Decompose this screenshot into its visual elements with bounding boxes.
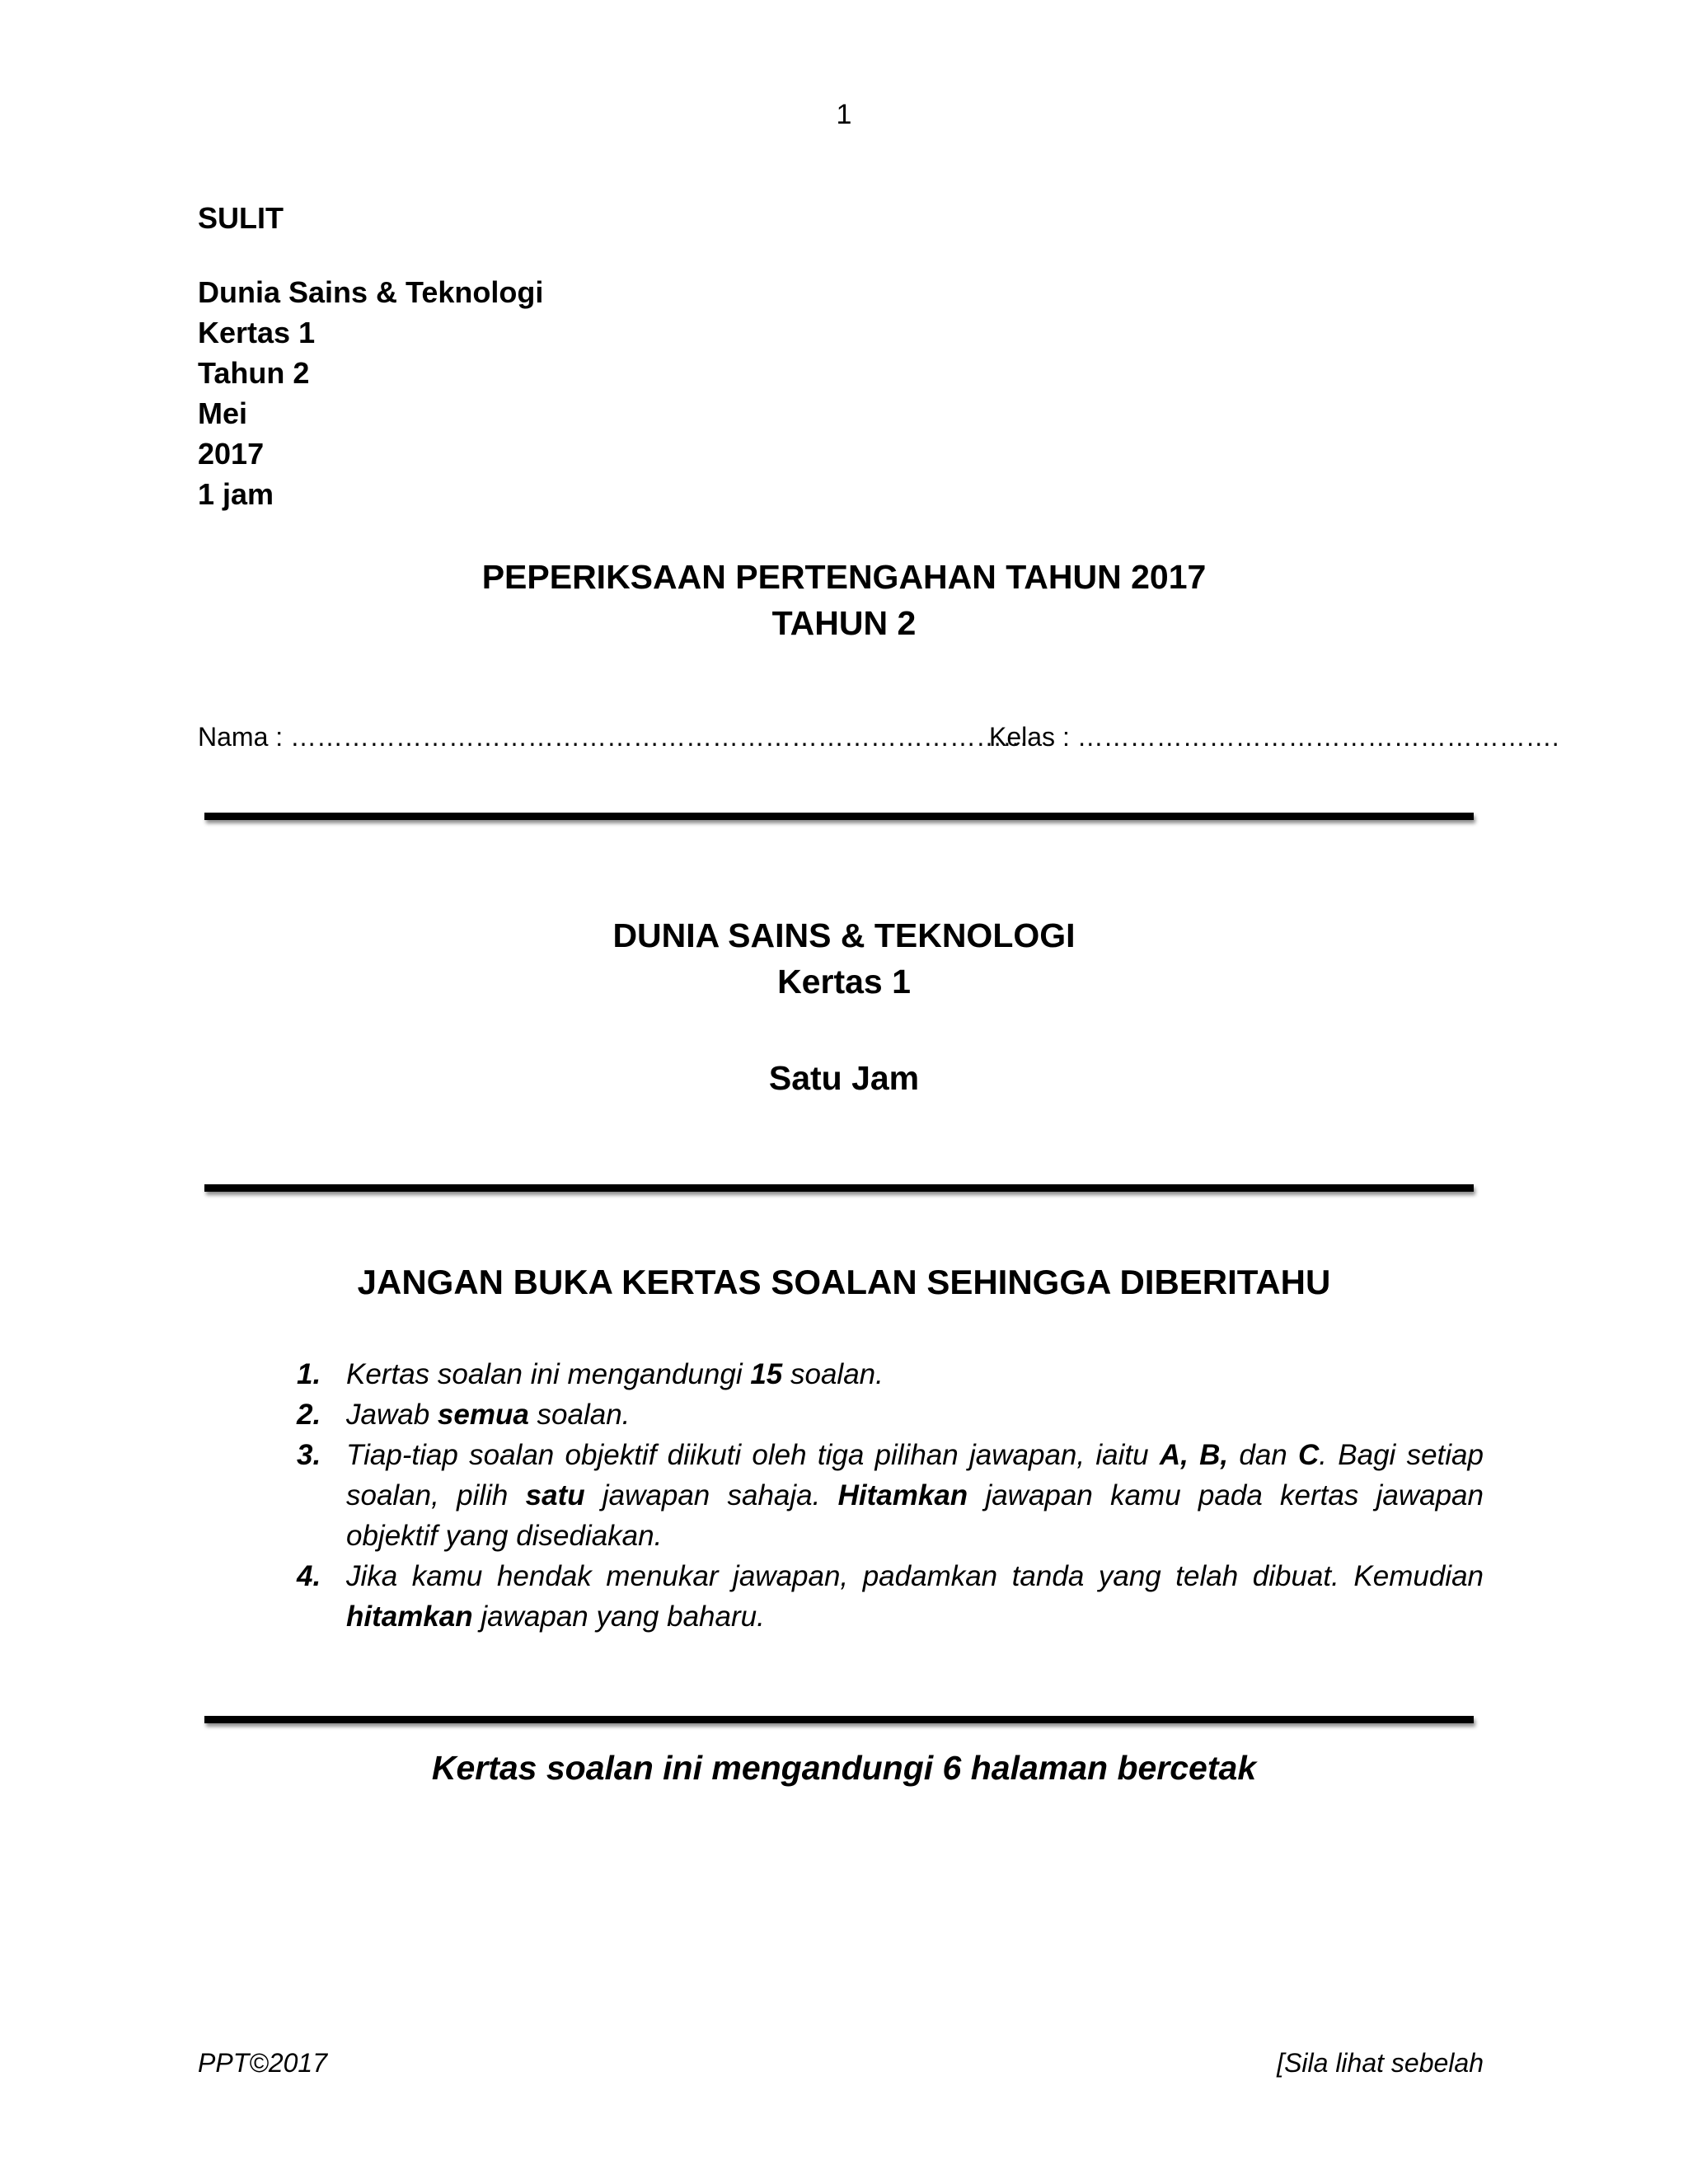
instruction-item: 4. Jika kamu hendak menukar jawapan, padamkan tanda yang telah dibuat. Kemudian hitamkan jawapan yang baharu.: [297, 1556, 1484, 1637]
pages-note: Kertas soalan ini mengandungi 6 halaman bercetak: [431, 1749, 1257, 1787]
instruction-number: 3.: [297, 1439, 321, 1471]
class-field[interactable]: Kelas : ……………………………………………….: [989, 722, 1559, 752]
instruction-item: 1. Kertas soalan ini mengandungi 15 soalan.: [297, 1354, 1484, 1394]
meta-subject: Dunia Sains & Teknologi: [198, 275, 544, 309]
instructions-list: [297, 1354, 1484, 1637]
instruction-number: 1.: [297, 1358, 321, 1390]
footer-copyright: PPT©2017: [198, 2048, 327, 2078]
instruction-number: 2.: [297, 1399, 321, 1431]
subject-title: DUNIA SAINS & TEKNOLOGI: [612, 916, 1076, 954]
meta-paper: Kertas 1: [198, 316, 316, 349]
warning-heading: JANGAN BUKA KERTAS SOALAN SEHINGGA DIBERITAHU: [357, 1263, 1331, 1301]
duration-title: Satu Jam: [768, 1059, 920, 1097]
instruction-number: 4.: [297, 1560, 321, 1592]
exam-meta-block: [198, 272, 543, 514]
footer-turn-page: [Sila lihat sebelah: [1277, 2048, 1484, 2078]
paper-title: Kertas 1: [777, 963, 911, 1001]
divider-rule-2: [204, 1184, 1474, 1192]
name-field[interactable]: Nama : …………………………………………………………………………: [198, 722, 1029, 752]
meta-year-level: Tahun 2: [198, 356, 310, 390]
page-number: 1: [836, 99, 852, 130]
divider-rule-1: [204, 813, 1474, 820]
meta-month: Mei: [198, 396, 248, 430]
meta-year: 2017: [198, 437, 265, 471]
divider-rule-3: [204, 1716, 1474, 1723]
exam-title: PEPERIKSAAN PERTENGAHAN TAHUN 2017: [481, 558, 1207, 596]
instruction-item: 3. Tiap-tiap soalan objektif diikuti oleh tiga pilihan jawapan, iaitu A, B, dan C. Bagi setiap soalan, pilih satu jawapan sahaja. Hitamkan jawapan kamu pada kertas jawapan objektif yang disediakan.: [297, 1435, 1484, 1556]
instruction-item: 2. Jawab semua soalan.: [297, 1394, 1484, 1435]
exam-subtitle: TAHUN 2: [771, 604, 917, 642]
classification-label: SULIT: [198, 201, 284, 235]
meta-duration: 1 jam: [198, 477, 274, 511]
